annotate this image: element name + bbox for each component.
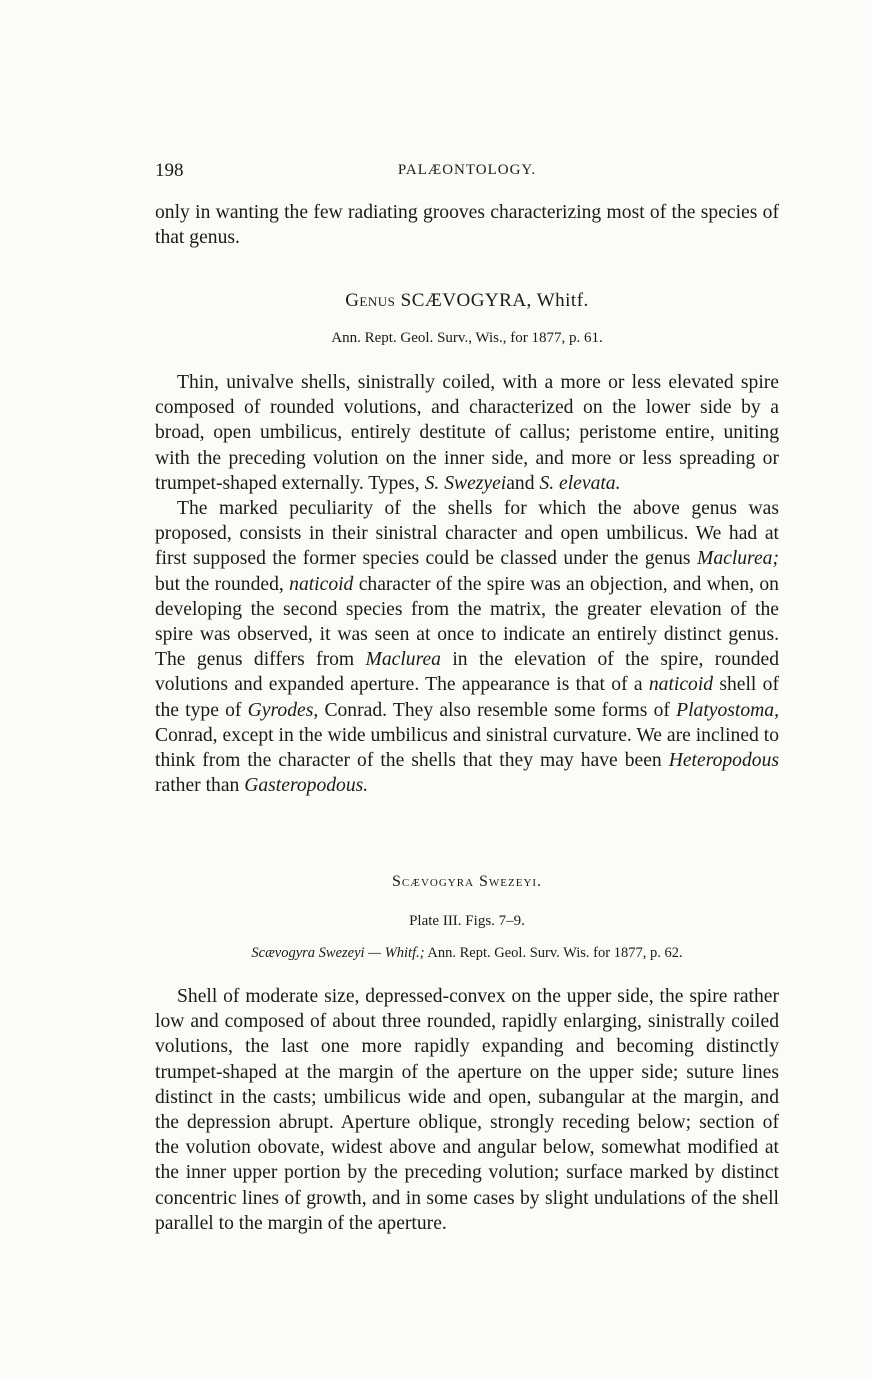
taxon-maclurea: Maclurea <box>365 649 441 671</box>
term-gasteropodous: Gasteropodous. <box>244 775 369 797</box>
type-species-1: S. Swezyei <box>424 472 507 494</box>
intro-text: only in wanting the few radiating grooves characterizing most of the species of that genus. <box>155 202 779 249</box>
term-naticoid: naticoid <box>648 674 714 696</box>
intro-paragraph <box>155 200 779 250</box>
running-head: PALÆONTOLOGY. <box>397 162 537 178</box>
taxon-platyostoma: Platyostoma, <box>676 699 779 721</box>
genus-description <box>155 370 779 798</box>
genus-author: Whitf. <box>536 290 589 311</box>
species-description <box>155 984 779 1236</box>
plate-reference: Plate III. Figs. 7–9. <box>409 913 525 929</box>
term-naticoid: naticoid <box>289 573 354 595</box>
remarks-text-1: The marked peculiarity of the shells for which the above genus was proposed, consists in their sinistral character and open umbilicus. We had at first supposed the former species could be classed under the genus <box>155 498 779 570</box>
term-heteropodous: Heteropodous <box>668 750 779 772</box>
synonymy-line <box>155 945 779 962</box>
genus-heading <box>155 290 779 312</box>
genus-description-paragraph <box>155 370 779 496</box>
page-header <box>155 160 779 188</box>
page-number: 198 <box>155 160 184 181</box>
type-conjunction: and <box>506 472 535 494</box>
genus-name: SCÆVOGYRA, <box>400 290 532 311</box>
remarks-text-6: Conrad. They also resemble some forms of <box>324 699 670 721</box>
type-species-2: S. elevata. <box>539 472 621 494</box>
taxon-gyrodes: Gyrodes, <box>247 699 319 721</box>
remarks-text-7: Conrad, except in the wide umbilicus and sinistral curvature. We are inclined to think from the character of the shells that they may have been <box>155 724 779 772</box>
species-description-text: Shell of moderate size, depressed-convex on the upper side, the spire rather low and composed of about three rounded, rapidly enlarging, sinistrally coiled volutions, the last one more rapidly expanding and becoming distinctly trumpet-shaped at the margin of the aperture on the upper side; suture lines distinct in the casts; umbilicus wide and open, subangular at the margin, and the depression abrupt. Aperture oblique, strongly receding below; section of the volution obovate, widest above and angular below, somewhat modified at the inner upper portion by the preceding volution; surface marked by distinct concentric lines of growth, and in some cases by slight undulations of the shell parallel to the margin of the aperture. <box>155 986 779 1234</box>
remarks-text-8: rather than <box>155 775 240 797</box>
remarks-text-4: in the elevation of the spire, rounded volutions and expanded aperture. The appearance is that of a <box>155 649 779 696</box>
genus-description-text: Thin, univalve shells, sinistrally coiled, with a more or less elevated spire composed of rounded volutions, and characterized on the lower side by a broad, open umbilicus, entirely destitute of callus; peristome entire, uniting with the preceding volution on the inner side, and more or less spreading or trumpet-shaped externally. Types, <box>155 372 779 494</box>
taxon-maclurea: Maclurea; <box>697 548 779 570</box>
genus-remarks-paragraph <box>155 496 779 798</box>
remarks-text-3: character of the spire was an objection, and when, on developing the second species from the matrix, the greater elevation of the spire was observed, it was seen at once to indicate an entirely distinct genus. The genus differs from <box>155 573 779 671</box>
genus-prefix: Genus <box>345 290 396 311</box>
genus-citation: Ann. Rept. Geol. Surv., Wis., for 1877, p. 61. <box>331 330 603 346</box>
remarks-text-2: but the rounded, <box>155 573 284 595</box>
species-heading: Scævogyra Swezeyi. <box>391 873 543 890</box>
synonym-citation: Ann. Rept. Geol. Surv. Wis. for 1877, p. 62. <box>427 945 683 961</box>
synonym-name: Scævogyra Swezeyi — Whitf.; <box>251 945 425 961</box>
remarks-text-5: shell of the type of <box>155 674 779 721</box>
